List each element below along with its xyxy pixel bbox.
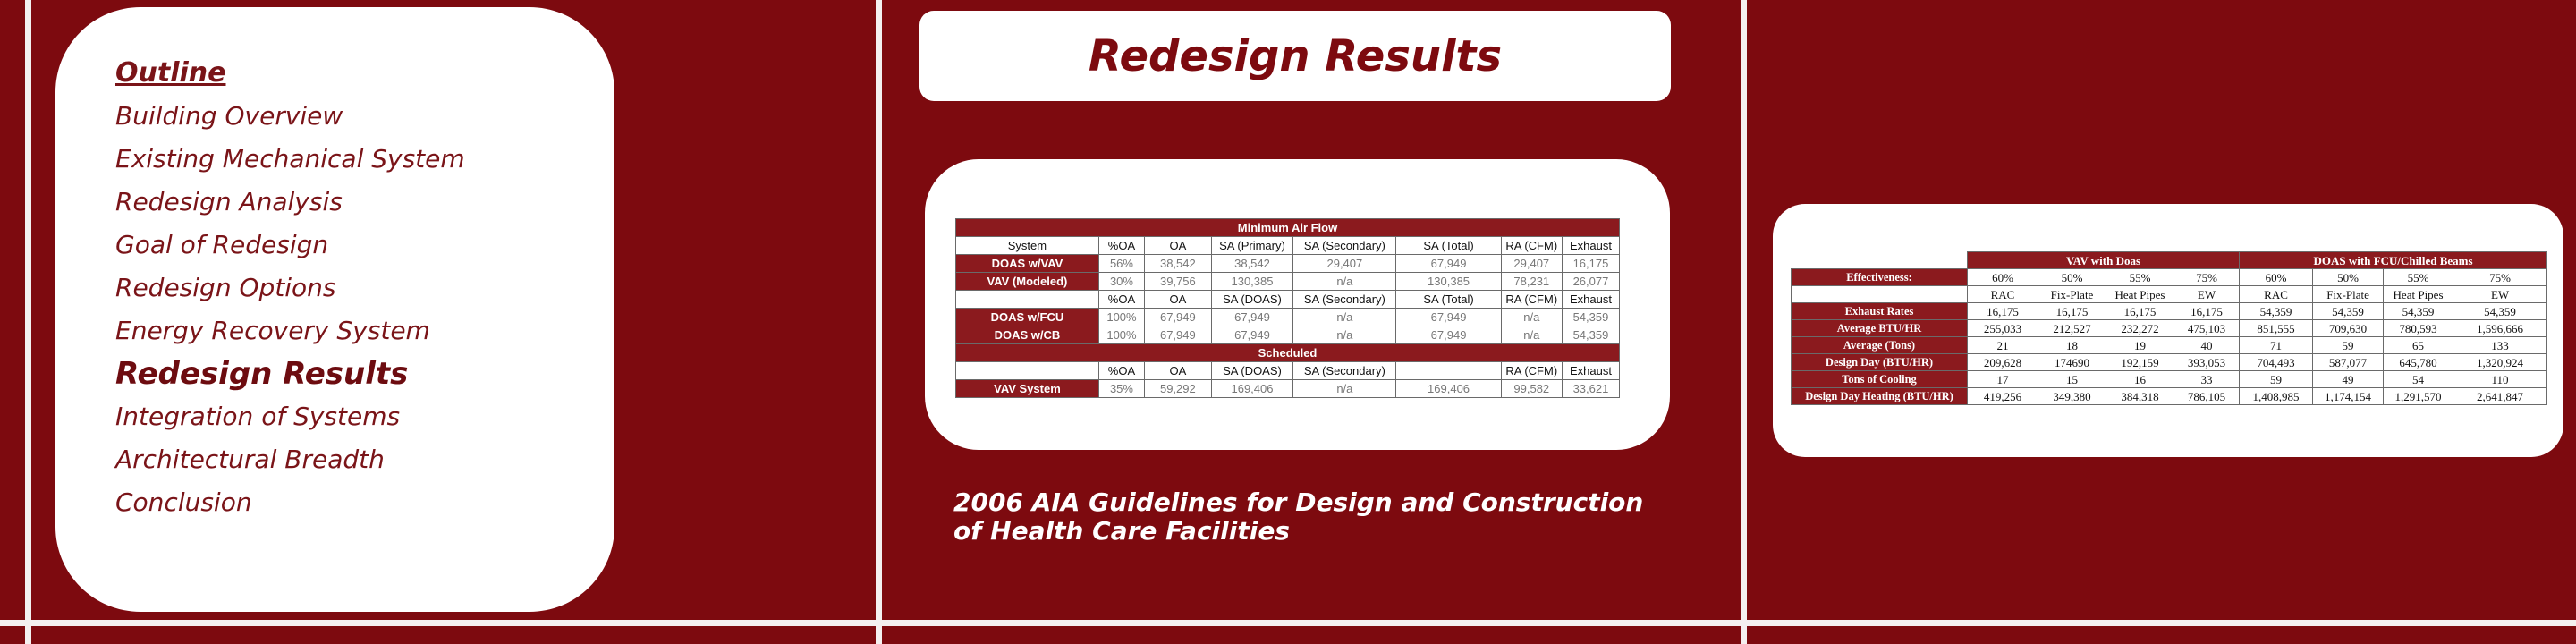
outline-item[interactable]: Existing Mechanical System (115, 144, 465, 174)
table-header-cell: Heat Pipes (2384, 286, 2453, 303)
outline-item[interactable]: Integration of Systems (115, 402, 401, 431)
outline-item[interactable]: Conclusion (115, 487, 252, 517)
table-header-cell: 55% (2106, 269, 2174, 286)
table-cell: 209,628 (1968, 354, 2038, 371)
row-label: Design Day Heating (BTU/HR) (1792, 388, 1968, 405)
table-row (956, 326, 1620, 344)
table-header-cell: SA (Total) (1396, 291, 1501, 309)
energy-panel (1773, 204, 2563, 457)
row-label: DOAS w/VAV (956, 255, 1099, 273)
table-header-cell (1396, 362, 1501, 380)
table-row (1792, 303, 2547, 320)
table-header-cell: EW (2453, 286, 2547, 303)
table-header-row (1792, 286, 2547, 303)
table-header-row (956, 291, 1620, 309)
table-cell: 39,756 (1145, 273, 1212, 291)
table-header-cell: Fix-Plate (2313, 286, 2384, 303)
airflow-panel (925, 159, 1670, 450)
table-cell: 1,408,985 (2240, 388, 2313, 405)
page-title: Redesign Results (1088, 30, 1503, 81)
divider-line (25, 0, 31, 644)
table-cell: 1,320,924 (2453, 354, 2547, 371)
divider-line (0, 620, 2576, 626)
table-cell: 192,159 (2106, 354, 2174, 371)
row-label: Average (Tons) (1792, 337, 1968, 354)
table-cell: 1,596,666 (2453, 320, 2547, 337)
outline-item[interactable]: Energy Recovery System (115, 316, 430, 345)
table-section-title: Scheduled (956, 344, 1620, 362)
table-row (1792, 388, 2547, 405)
title-box (919, 11, 1671, 101)
outline-item[interactable]: Redesign Options (115, 273, 336, 302)
table-cell: 78,231 (1501, 273, 1562, 291)
table-header-cell: RA (CFM) (1501, 362, 1562, 380)
table-cell: 67,949 (1145, 326, 1212, 344)
table-cell: 56% (1098, 255, 1144, 273)
row-label: DOAS w/FCU (956, 309, 1099, 326)
table-cell: 16,175 (1968, 303, 2038, 320)
table-header-row (1792, 269, 2547, 286)
table-cell: n/a (1501, 326, 1562, 344)
table-row (956, 309, 1620, 326)
table-cell: 2,641,847 (2453, 388, 2547, 405)
table-section-title: Minimum Air Flow (956, 219, 1620, 237)
table-cell: 212,527 (2038, 320, 2106, 337)
table-cell: 133 (2453, 337, 2547, 354)
table-cell: 1,174,154 (2313, 388, 2384, 405)
table-cell: 100% (1098, 326, 1144, 344)
table-header-cell: 75% (2453, 269, 2547, 286)
table-header-cell: SA (Primary) (1211, 237, 1293, 255)
table-cell: 54,359 (1562, 309, 1619, 326)
table-section-row (956, 344, 1620, 362)
table-cell: 17 (1968, 371, 2038, 388)
table-cell: 65 (2384, 337, 2453, 354)
row-label: Average BTU/HR (1792, 320, 1968, 337)
table-cell: 1,291,570 (2384, 388, 2453, 405)
table-row (1792, 337, 2547, 354)
divider-line (876, 0, 882, 644)
citation-text: 2006 AIA Guidelines for Design and Construction of Health Care Facilities (953, 487, 1644, 546)
outline-heading: Outline (115, 57, 226, 89)
outline-item[interactable]: Building Overview (115, 101, 343, 131)
table-cell: 54,359 (1562, 326, 1619, 344)
table-cell: 16,175 (1562, 255, 1619, 273)
table-cell: 54,359 (2384, 303, 2453, 320)
table-cell: 709,630 (2313, 320, 2384, 337)
table-cell: 54,359 (2240, 303, 2313, 320)
table-row (956, 380, 1620, 398)
table-row (1792, 354, 2547, 371)
table-header-cell: 60% (1968, 269, 2038, 286)
table-cell: 16,175 (2106, 303, 2174, 320)
table-cell: 15 (2038, 371, 2106, 388)
table-header-cell: SA (Secondary) (1293, 237, 1396, 255)
table-cell: 393,053 (2174, 354, 2240, 371)
outline-item[interactable]: Redesign Results (115, 356, 409, 392)
table-cell: 71 (2240, 337, 2313, 354)
table-row (1792, 371, 2547, 388)
table-cell: 59 (2313, 337, 2384, 354)
table-header-cell: System (956, 237, 1099, 255)
table-header-cell: SA (Secondary) (1293, 291, 1396, 309)
table-row (956, 255, 1620, 273)
table-cell: 49 (2313, 371, 2384, 388)
table-header-cell: SA (DOAS) (1211, 291, 1293, 309)
row-label: DOAS w/CB (956, 326, 1099, 344)
table-cell: 99,582 (1501, 380, 1562, 398)
table-cell: 100% (1098, 309, 1144, 326)
table-cell: 54,359 (2313, 303, 2384, 320)
table-header-cell: %OA (1098, 291, 1144, 309)
table-cell: 851,555 (2240, 320, 2313, 337)
divider-line (1741, 0, 1747, 644)
table-cell: 33,621 (1562, 380, 1619, 398)
row-label: Tons of Cooling (1792, 371, 1968, 388)
table-cell: 110 (2453, 371, 2547, 388)
table-cell: 645,780 (2384, 354, 2453, 371)
table-header-cell: OA (1145, 291, 1212, 309)
table-cell: 587,077 (2313, 354, 2384, 371)
table-header-cell: SA (Total) (1396, 237, 1501, 255)
table-cell: 704,493 (2240, 354, 2313, 371)
table-cell: 54,359 (2453, 303, 2547, 320)
outline-item[interactable]: Goal of Redesign (115, 230, 329, 259)
table-cell: 18 (2038, 337, 2106, 354)
table-cell: n/a (1293, 326, 1396, 344)
table-header-cell: OA (1145, 362, 1212, 380)
row-label: Exhaust Rates (1792, 303, 1968, 320)
table-cell: 67,949 (1211, 309, 1293, 326)
table-cell: 349,380 (2038, 388, 2106, 405)
table-header-cell: 75% (2174, 269, 2240, 286)
table-cell: 26,077 (1562, 273, 1619, 291)
table-cell: 59,292 (1145, 380, 1212, 398)
table-cell: 475,103 (2174, 320, 2240, 337)
table-cell: 67,949 (1396, 326, 1501, 344)
table-blank-cell (1792, 286, 1968, 303)
table-cell: 29,407 (1501, 255, 1562, 273)
table-cell: 35% (1098, 380, 1144, 398)
outline-item[interactable]: Redesign Analysis (115, 187, 343, 216)
table-cell: 38,542 (1145, 255, 1212, 273)
table-cell: n/a (1501, 309, 1562, 326)
table-header-cell: Exhaust (1562, 362, 1619, 380)
table-cell: 419,256 (1968, 388, 2038, 405)
table-header-cell: 50% (2313, 269, 2384, 286)
table-header-cell: 50% (2038, 269, 2106, 286)
table-cell: 232,272 (2106, 320, 2174, 337)
table-cell: 38,542 (1211, 255, 1293, 273)
table-cell: 67,949 (1396, 309, 1501, 326)
table-cell: 130,385 (1396, 273, 1501, 291)
table-cell: 130,385 (1211, 273, 1293, 291)
table-cell: 174690 (2038, 354, 2106, 371)
outline-list (115, 52, 465, 524)
table-header-cell (956, 362, 1099, 380)
table-cell: 67,949 (1145, 309, 1212, 326)
table-cell: 16,175 (2038, 303, 2106, 320)
table-cell: 54 (2384, 371, 2453, 388)
table-header-row (956, 237, 1620, 255)
table-header-cell: 60% (2240, 269, 2313, 286)
table-cell: 21 (1968, 337, 2038, 354)
table-cell: 29,407 (1293, 255, 1396, 273)
table-header-cell: Heat Pipes (2106, 286, 2174, 303)
table-row (956, 273, 1620, 291)
table-header-cell: Exhaust (1562, 291, 1619, 309)
row-label: Design Day (BTU/HR) (1792, 354, 1968, 371)
table-header-cell: RAC (2240, 286, 2313, 303)
table-cell: 169,406 (1396, 380, 1501, 398)
table-header-cell: RAC (1968, 286, 2038, 303)
table-header-cell (956, 291, 1099, 309)
table-cell: 40 (2174, 337, 2240, 354)
group-header-vav: VAV with Doas (1968, 252, 2240, 269)
energy-table (1791, 251, 2547, 405)
table-cell: 59 (2240, 371, 2313, 388)
table-cell: 780,593 (2384, 320, 2453, 337)
table-cell: 255,033 (1968, 320, 2038, 337)
table-header-cell: Exhaust (1562, 237, 1619, 255)
table-cell: n/a (1293, 273, 1396, 291)
table-section-row (956, 219, 1620, 237)
airflow-table (955, 218, 1620, 398)
table-cell: n/a (1293, 309, 1396, 326)
outline-item[interactable]: Architectural Breadth (115, 445, 385, 474)
row-label: VAV System (956, 380, 1099, 398)
table-cell: 16,175 (2174, 303, 2240, 320)
table-header-cell: SA (Secondary) (1293, 362, 1396, 380)
table-header-cell: RA (CFM) (1501, 237, 1562, 255)
table-header-cell: EW (2174, 286, 2240, 303)
table-row (1792, 320, 2547, 337)
group-header-doas: DOAS with FCU/Chilled Beams (2240, 252, 2547, 269)
row-label: Effectiveness: (1792, 269, 1968, 286)
table-cell: 169,406 (1211, 380, 1293, 398)
table-cell: 19 (2106, 337, 2174, 354)
table-cell: n/a (1293, 380, 1396, 398)
table-header-cell: SA (DOAS) (1211, 362, 1293, 380)
table-cell: 67,949 (1396, 255, 1501, 273)
table-cell: 786,105 (2174, 388, 2240, 405)
table-header-cell: RA (CFM) (1501, 291, 1562, 309)
table-header-cell: 55% (2384, 269, 2453, 286)
table-cell: 33 (2174, 371, 2240, 388)
table-cell: 30% (1098, 273, 1144, 291)
table-blank-cell (1792, 252, 1968, 269)
outline-panel (55, 7, 614, 612)
table-header-cell: %OA (1098, 362, 1144, 380)
table-header-cell: Fix-Plate (2038, 286, 2106, 303)
table-group-row (1792, 252, 2547, 269)
table-header-row (956, 362, 1620, 380)
table-header-cell: %OA (1098, 237, 1144, 255)
table-header-cell: OA (1145, 237, 1212, 255)
table-cell: 67,949 (1211, 326, 1293, 344)
table-cell: 384,318 (2106, 388, 2174, 405)
table-cell: 16 (2106, 371, 2174, 388)
row-label: VAV (Modeled) (956, 273, 1099, 291)
